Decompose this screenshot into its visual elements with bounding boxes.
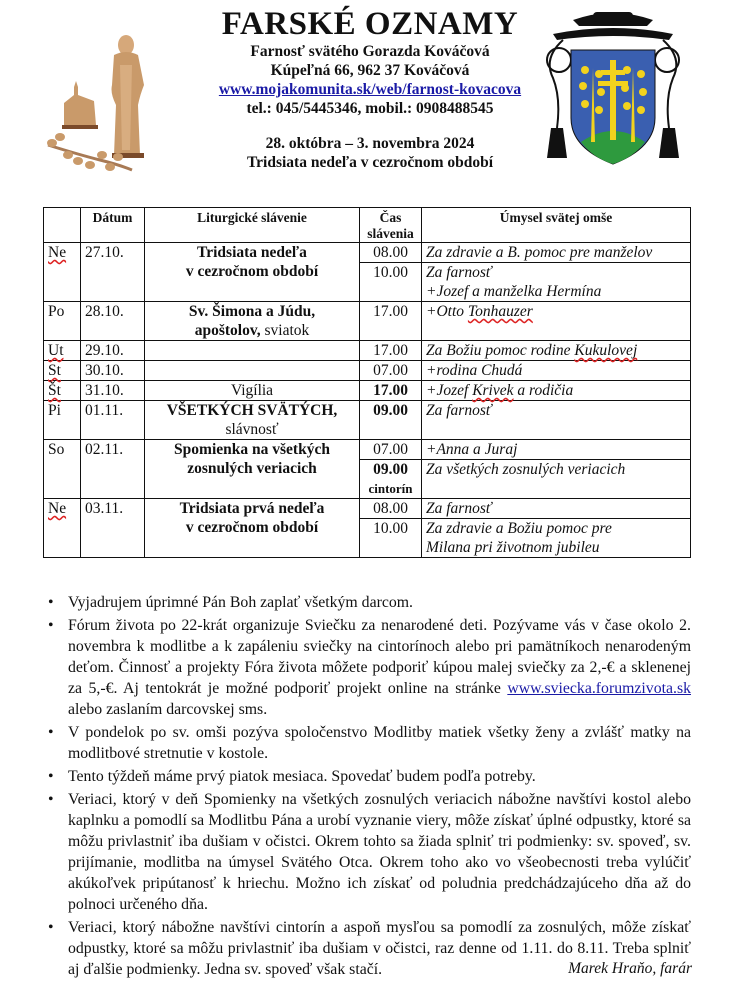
date-cell: 02.11.: [81, 440, 145, 499]
time-cell: 07.00: [360, 440, 422, 460]
table-header-row: [44, 208, 691, 243]
day-cell: Pi: [44, 401, 81, 440]
intention-cell: Za farnosť: [422, 401, 691, 440]
table-row: [44, 341, 691, 361]
date-cell: 28.10.: [81, 302, 145, 341]
intention-cell: +rodina Chudá: [422, 361, 691, 381]
table-row: [44, 401, 691, 440]
time-cell: 08.00: [360, 499, 422, 519]
signature: Marek Hraňo, farár: [568, 960, 692, 977]
parish-name: Farnosť svätého Gorazda Kováčová: [250, 43, 490, 60]
time-cell: 17.00: [360, 381, 422, 401]
liturgy-cell: Tridsiata nedeľa v cezročnom období: [145, 243, 360, 302]
date-cell: 03.11.: [81, 499, 145, 558]
date-cell: 31.10.: [81, 381, 145, 401]
intention-cell: Za zdravie a B. pomoc pre manželov: [422, 243, 691, 263]
date-cell: 30.10.: [81, 361, 145, 381]
table-row: [44, 243, 691, 263]
parish-website-link[interactable]: www.mojakomunita.sk/web/farnost-kovacova: [218, 81, 522, 98]
announcement-item: • Veriaci, ktorý v deň Spomienky na všetkých zosnulých veriacich nábožne navštívi kostol alebo kaplnku a pomodlí sa Modlitbu Pána a urobí vyznanie viery, môže získať úplné odpustky, ktoré sa môžu privlastniť iba dušiam v očistci. Okrem tohto sa žiada splniť tri podmienky: sv. spoveď, sv. prijímanie, modlitba na úmysel Svätého Otca. Okrem toho ako vo všeobecnosti treba vylúčiť akúkoľvek pripútanosť k hriechu. Možno ich získať od poludnia predchádzajúceho dňa až do polnoci určeného dňa.: [46, 789, 691, 915]
announcements-list: [46, 592, 691, 982]
liturgy-cell: Sv. Šimona a Júdu, apoštolov, sviatok: [145, 302, 360, 341]
intention-cell: Za farnosť: [422, 499, 691, 519]
time-cell: 09.00: [360, 401, 422, 440]
intention-cell: Za zdravie a Božiu pomoc pre Milana pri životnom jubileu: [422, 519, 691, 558]
col-header-time: Čas slávenia: [360, 208, 422, 243]
liturgy-cell: Spomienka na všetkých zosnulých veriacich: [145, 440, 360, 499]
time-cell: 17.00: [360, 302, 422, 341]
intention-cell: Za Božiu pomoc rodine Kukulovej: [422, 341, 691, 361]
col-header-date: Dátum: [81, 208, 145, 243]
liturgy-cell: Vigília: [145, 381, 360, 401]
col-header-day: [44, 208, 81, 243]
date-range: 28. októbra – 3. novembra 2024: [265, 135, 475, 152]
day-cell: Št: [44, 381, 81, 401]
time-cell: 07.00: [360, 361, 422, 381]
sviecka-website-link[interactable]: www.sviecka.forumzivota.sk: [507, 680, 691, 697]
week-name: Tridsiata nedeľa v cezročnom období: [246, 154, 494, 171]
page-title: FARSKÉ OZNAMY: [221, 6, 519, 42]
day-cell: Ne: [44, 499, 81, 558]
announcement-item: • Tento týždeň máme prvý piatok mesiaca. Spovedať budem podľa potreby.: [46, 766, 691, 787]
col-header-intention: Úmysel svätej omše: [422, 208, 691, 243]
intention-cell: +Jozef Krivek a rodičia: [422, 381, 691, 401]
announcement-item: • Fórum života po 22-krát organizuje Sviečku za nenarodené deti. Pozývame vás v čase okolo 2. novembra k modlitbe a k zapáleniu sviečky na cintorínoch alebo pri pamätníkoch nenarodeným deťom. Činnosť a projekty Fóra života môžete podporiť kúpou malej sviečky za 2,-€ a sklenenej za 5,-€. Aj tentokrát je možné podporiť projekt online na stránke www.sviecka.forumzivota.sk alebo zaslaním darcovskej sms.: [46, 615, 691, 720]
time-cell: 08.00: [360, 243, 422, 263]
date-cell: 01.11.: [81, 401, 145, 440]
intention-cell: +Anna a Juraj: [422, 440, 691, 460]
announcement-item: • Veriaci, ktorý nábožne navštívi cintorín a aspoň mysľou sa pomodlí za zosnulých, môže získať odpustky, ktoré sa môžu privlastniť iba dušiam v očistci, raz denne od 1.11. do 8.11. Treba splniť aj ďalšie podmienky. Jedna sv. spoveď však stačí.: [46, 917, 691, 980]
table-row: [44, 381, 691, 401]
table-row: [44, 361, 691, 381]
mass-place: cintorín: [368, 481, 413, 496]
date-cell: 29.10.: [81, 341, 145, 361]
coat-of-arms-image: [543, 8, 683, 168]
day-cell: Ut: [44, 341, 81, 361]
time-cell: 10.00: [360, 263, 422, 302]
parish-phone: tel.: 045/5445346, mobil.: 0908488545: [246, 100, 494, 117]
mass-schedule-table: [43, 207, 691, 558]
time-cell: 17.00: [360, 341, 422, 361]
intention-cell: Za farnosť +Jozef a manželka Hermína: [422, 263, 691, 302]
time-cell: 10.00: [360, 519, 422, 558]
liturgy-cell: VŠETKÝCH SVÄTÝCH, slávnosť: [145, 401, 360, 440]
liturgy-cell: Tridsiata prvá nedeľa v cezročnom období: [145, 499, 360, 558]
parish-address: Kúpeľná 66, 962 37 Kováčová: [270, 62, 470, 79]
intention-cell: +Otto Tonhauzer: [422, 302, 691, 341]
table-row: [44, 440, 691, 460]
day-cell: So: [44, 440, 81, 499]
liturgy-cell: [145, 361, 360, 381]
day-cell: St: [44, 361, 81, 381]
intention-cell: Za všetkých zosnulých veriacich: [422, 460, 691, 499]
header: [180, 6, 560, 172]
col-header-liturgy: Liturgické slávenie: [145, 208, 360, 243]
day-cell: Po: [44, 302, 81, 341]
table-row: [44, 499, 691, 519]
liturgy-cell: [145, 341, 360, 361]
time-cell: 09.00 cintorín: [360, 460, 422, 499]
day-cell: Ne: [44, 243, 81, 302]
date-cell: 27.10.: [81, 243, 145, 302]
announcement-item: • V pondelok po sv. omši pozýva spoločenstvo Modlitby matiek všetky ženy a zvlášť matky na modlitbové stretnutie v kostole.: [46, 722, 691, 764]
statue-image: [40, 15, 155, 175]
table-row: [44, 302, 691, 341]
announcement-item: • Vyjadrujem úprimné Pán Boh zaplať všetkým darcom.: [46, 592, 691, 613]
